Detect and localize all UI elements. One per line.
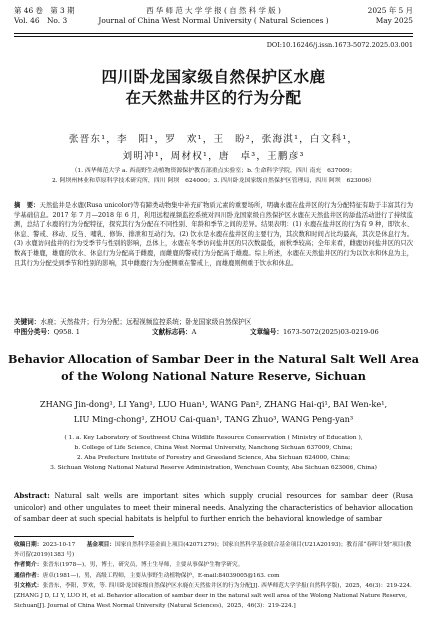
- chinese-abstract: [14, 201, 413, 268]
- author-bio: 作者简介：张晋东(1978—)，男，博士，研究员，博士生导师，主要从事保护生物学研究。: [14, 562, 244, 569]
- footnotes: [14, 540, 413, 611]
- running-header: [14, 6, 413, 34]
- journal-page: 第 46 卷 第 3 期 Vol. 46 No. 3 西 华 师 范 大 学 学 报 ( 自 然 科 学 版 ) Journal of China West Normal University ( Natural Sciences ) 2025 年 5 月 May 2025 DOI:10.16246/j.issn.1673-5072.2025.03.001 四川卧龙国家级自然保护区水鹿 在天然盐井区的行为分配 张晋东¹，李 阳¹，罗 欢¹，王 盼²，张海淇¹，白文科¹， 刘明冲¹，周材权¹，唐 卓³，王鹏彦³ （1. 西华师范大学 a. 西南野生动植物资源保护教育部重点实验室；b. 生命科学学院，四川 南充 637009； 2. 阿坝州林业和草原科学技术研究所，四川 阿坝 624000；3. 四川卧龙国家级自然保护区管理局，四川 阿坝 623006） 摘 要：天然盐井是水鹿(Rusa unicolor)等有蹄类动物集中补充矿物质元素的重要场所，明确水鹿在盐井区的行为分配特征有助于丰富其行为学基础信息。2017 年 7 月—2018 年 6 月，利用远程视频监控系统对四川卧龙国家级自然保护区水鹿在天然盐井区的舔盐活动进行了持续监测，总结了水鹿的行为分配特征，探究其行为分配在不同性别、年龄和季节之间的差异。结果表明：(1) 水鹿在盐井区的行为有 9 种，即饮水、休息、警戒、移动、反刍、哺乳、修饰、排泄和互动行为。(2) 饮水是水鹿在盐井区的主要行为，其次数和时间占比均最高，其次是休息行为。(3) 水鹿访问盐井的行为受季节与性别的影响，总体上，水鹿在冬季访问盐井区的只次数最低，雨秋季较高；全年来看，雌鹿访问盐井区的只次数高于雄鹿，雄鹿的饮水、休息行为分配高于雌鹿，而雌鹿的警戒行为分配高于雄鹿。综上所述，水鹿在天然盐井区的行为以饮水和休息为主，且其行为分配受到季节和性别的影响，其中雌鹿行为分配侧重在警戒上，而雄鹿则侧重于饮水和休息。 关键词：水鹿；天然盐井；行为分配；远程视频监控系统；卧龙国家级自然保护区 中图分类号：Q958. 1 文献标志码：A 文章编号：1673-5072(2025)03-0219-06 Behavior Allocation of Sambar Deer in the Natural Salt Well Area of the Wolong National Nature Reserve, Sichuan ZHANG Jin-dong¹, LI Yang¹, LUO Huan¹, WANG Pan², ZHANG Hai-qi¹, BAI Wen-ke¹, LIU Ming-chong¹, ZHOU Cai-quan¹, TANG Zhuo³, WANG Peng-yan³ ( 1. a. Key Laboratory of Southwest China Wildlife Resource Conservation ( Ministry of Education ), b. College of Life Science, China West Normal University, Nanchong Sichuan 637009, China; 2. Aba Prefecture Institute of Forestry and Grassland Science, Aba Sichuan 624000, China; 3. Sichuan Wolong National Natural Reserve Administration, Wenchuan County, Aba Sichuan 623006, China) Abstract: Natural salt wells are important sites which supply crucial resources for sambar deer (Rusa unicolor) and other ungulates to meet their mineral needs. Analyzing the characteristics of behavior allocation of sambar deer at such special habitats is helpful to further enrich the behavioral knowledge of sambar 收稿日期：2023-10-17 基金项目：国家自然科学基金面上项目(42071279)；国家自然科学基金联合基金项目(U21A20193)；教育部“春晖计划”项目(教外司留(2019)1383 号) 作者简介：张晋东(1978—)，男，博士，研究员，博士生导师，主要从事保护生物学研究。 通信作者：唐卓(1981—)，男，高级工程师，主要从事野生动植物保护，E-mail:84039005@163. com 引文格式：张晋东，李阳，罗欢，等. 四川卧龙国家级自然保护区水鹿在天然盐井区的行为分配[J]. 西华师范大学学报(自然科学版)，2025，46(3)：219-224. [ZHANG J D, LI Y, LUO H, et al. Behavior allocation of sambar deer in the natural salt well area of the Wolong National Nature Reserve, Sichuan[J]. Journal of China West Normal University (Natural Sciences)，2025，46(3)：219-224.]: [0, 0, 427, 638]
- abstract-text: 天然盐井是水鹿(Rusa unicolor)等有蹄类动物集中补充矿物质元素的重要场所，明确水鹿在盐井区的行为分配特征有助于丰富其行为学基础信息。2017 年 7 月—2018 年 6 月，利用远程视频监控系统对四川卧龙国家级自然保护区水鹿在天然盐井区的舔盐活动进行了持续监测，总结了水鹿的行为分配特征，探究其行为分配在不同性别、年龄和季节之间的差异。结果表明：(1) 水鹿在盐井区的行为有 9 种，即饮水、休息、警戒、移动、反刍、哺乳、修饰、排泄和互动行为。(2) 饮水是水鹿在盐井区的主要行为，其次数和时间占比均最高，其次是休息行为。(3) 水鹿访问盐井的行为受季节与性别的影响，总体上，水鹿在冬季访问盐井区的只次数最低，雨秋季较高；全年来看，雌鹿访问盐井区的只次数高于雄鹿，雄鹿的饮水、休息行为分配高于雌鹿，而雌鹿的警戒行为分配高于雄鹿。综上所述，水鹿在天然盐井区的行为以饮水和休息为主，且其行为分配受到季节和性别的影响，其中雌鹿行为分配侧重在警戒上，而雄鹿则侧重于饮水和休息。: [14, 202, 413, 267]
- doi[interactable]: DOI:10.16246/j.issn.1673-5072.2025.03.001: [266, 41, 413, 49]
- english-authors: ZHANG Jin-dong¹, LI Yang¹, LUO Huan¹, WANG Pan², ZHANG Hai-qi¹, BAI Wen-ke¹, LIU Ming-chong¹, ZHOU Cai-quan¹, TANG Zhuo³, WANG Peng-yan³: [39, 399, 388, 424]
- received-date: 收稿日期：2023-10-17 基金项目：国家自然科学基金面上项目(42071279)；国家自然科学基金联合基金项目(U21A20193)；教育部“春晖计划”项目(教外司留(2019)1383 号): [14, 542, 412, 559]
- abstract-text-en: Natural salt wells are important sites which supply crucial resources for sambar deer (Rusa unicolor) and other ungulates to meet their mineral needs. Analyzing the characteristics of behavior allocation of sambar deer at such special habitats is helpful to further enrich the behavioral knowledge of sambar: [14, 492, 413, 523]
- footnote-rule: [14, 536, 134, 537]
- header-rule-thick: [14, 33, 413, 34]
- abstract-label-en: Abstract:: [14, 491, 50, 500]
- volume-issue: 第 46 卷 第 3 期 Vol. 46 No. 3: [14, 6, 75, 25]
- chinese-title: 四川卧龙国家级自然保护区水鹿 在天然盐井区的行为分配: [101, 67, 326, 107]
- english-affiliations: ( 1. a. Key Laboratory of Southwest China Wildlife Resource Conservation ( Ministry of Education ), b. College of Life Science, China West Normal University, Nanchong Sichuan 637009, China; 2. Aba Prefecture Institute of Forestry and Grassland Science, Aba Sichuan 624000, China; 3. Sichuan Wolong National Natural Reserve Administration, Wenchuan County, Aba Sichuan 623006, China): [50, 435, 377, 471]
- issue-date: 2025 年 5 月 May 2025: [367, 6, 413, 25]
- corresponding-author: 通信作者：唐卓(1981—)，男，高级工程师，主要从事野生动植物保护，E-mail:84039005@163. com: [14, 572, 280, 579]
- keywords: 关键词：水鹿；天然盐井；行为分配；远程视频监控系统；卧龙国家级自然保护区: [14, 318, 252, 326]
- abstract-label: 摘 要：: [14, 202, 40, 209]
- citation-format: 引文格式：张晋东，李阳，罗欢，等. 四川卧龙国家级自然保护区水鹿在天然盐井区的行为分配[J]. 西华师范大学学报(自然科学版)，2025，46(3)：219-224. [ZHANG J D, LI Y, LUO H, et al. Behavior allocation of sambar deer in the natural salt well area of the Wolong National Nature Reserve, Sichuan[J]. Journal of China West Normal University (Natural Sciences)，2025，46(3)：219-224.]: [14, 582, 412, 610]
- english-title: Behavior Allocation of Sambar Deer in the Natural Salt Well Area of the Wolong National Nature Reserve, Sichuan: [8, 352, 419, 383]
- english-abstract: [14, 490, 413, 526]
- chinese-authors: 张晋东¹，李 阳¹，罗 欢¹，王 盼²，张海淇¹，白文科¹， 刘明冲¹，周材权¹，唐 卓³，王鹏彦³: [68, 134, 359, 162]
- journal-name: 西 华 师 范 大 学 学 报 ( 自 然 科 学 版 ) Journal of China West Normal University ( Natural Sciences ): [98, 6, 329, 25]
- header-rule-thin: [14, 36, 413, 37]
- chinese-affiliations: （1. 西华师范大学 a. 西南野生动植物资源保护教育部重点实验室；b. 生命科学学院，四川 南充 637009； 2. 阿坝州林业和草原科学技术研究所，四川 阿坝 624000；3. 四川卧龙国家级自然保护区管理局，四川 阿坝 623006）: [52, 168, 375, 184]
